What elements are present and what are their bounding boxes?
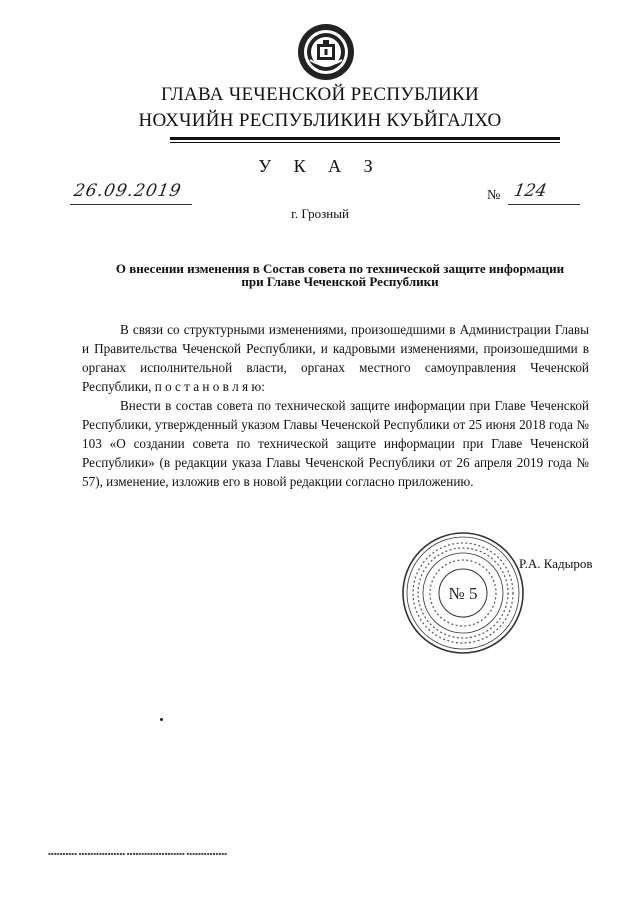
- header-divider-thick: [170, 137, 560, 140]
- document-title: О внесении изменения в Состав совета по технической защите информации при Главе Чеченской Республики: [115, 261, 565, 289]
- footer-file-path-text: ▪▪▪▪▪▪▪▪▪▪ ▪▪▪▪▪▪▪▪▪▪▪▪▪▪▪▪ ▪▪▪▪▪▪▪▪▪▪▪▪▪▪▪▪▪▪▪▪ ▪▪▪▪▪▪▪▪▪▪▪▪▪▪: [48, 851, 228, 856]
- signature-name: Р.А. Кадыров: [519, 556, 593, 571]
- coat-of-arms-emblem: [296, 22, 356, 82]
- number-underline: [508, 204, 580, 205]
- seal-number: № 5: [448, 584, 478, 603]
- official-seal-stamp: [401, 531, 525, 655]
- header-title-ru: ГЛАВА ЧЕЧЕНСКОЙ РЕСПУБЛИКИ: [160, 84, 480, 105]
- header-divider-thin: [170, 142, 560, 143]
- document-number-label: №: [487, 188, 501, 203]
- body-paragraph-2: Внести в состав совета по технической защите информации при Главе Чеченской Республики, утвержденный указом Главы Чеченской Республики от 25 июня 2018 года № 103 «О создании совета по технической защите информации при Главе Чеченской Республики» (в редакции указа Главы Чеченской Республики от 26 апреля 2019 года № 57), изменение, изложив его в новой редакции согласно приложению.: [82, 398, 589, 489]
- document-number: 124: [512, 181, 549, 201]
- document-date: 26.09.2019: [72, 181, 184, 201]
- document-city: г. Грозный: [291, 206, 349, 221]
- body-paragraph-1: В связи со структурными изменениями, произошедшими в Администрации Главы и Правительства Чеченской Республики, и кадровыми изменениями, произошедшими в органах исполнительной власти, органах местного самоуправления Чеченской Республики, п о с т а н о в л я ю:: [82, 322, 589, 394]
- ink-dot: [160, 718, 163, 721]
- header-title-ce: НОХЧИЙН РЕСПУБЛИКИН КУЬЙГАЛХО: [138, 110, 502, 131]
- date-underline: [70, 204, 192, 205]
- document-type: У К А З: [258, 156, 382, 176]
